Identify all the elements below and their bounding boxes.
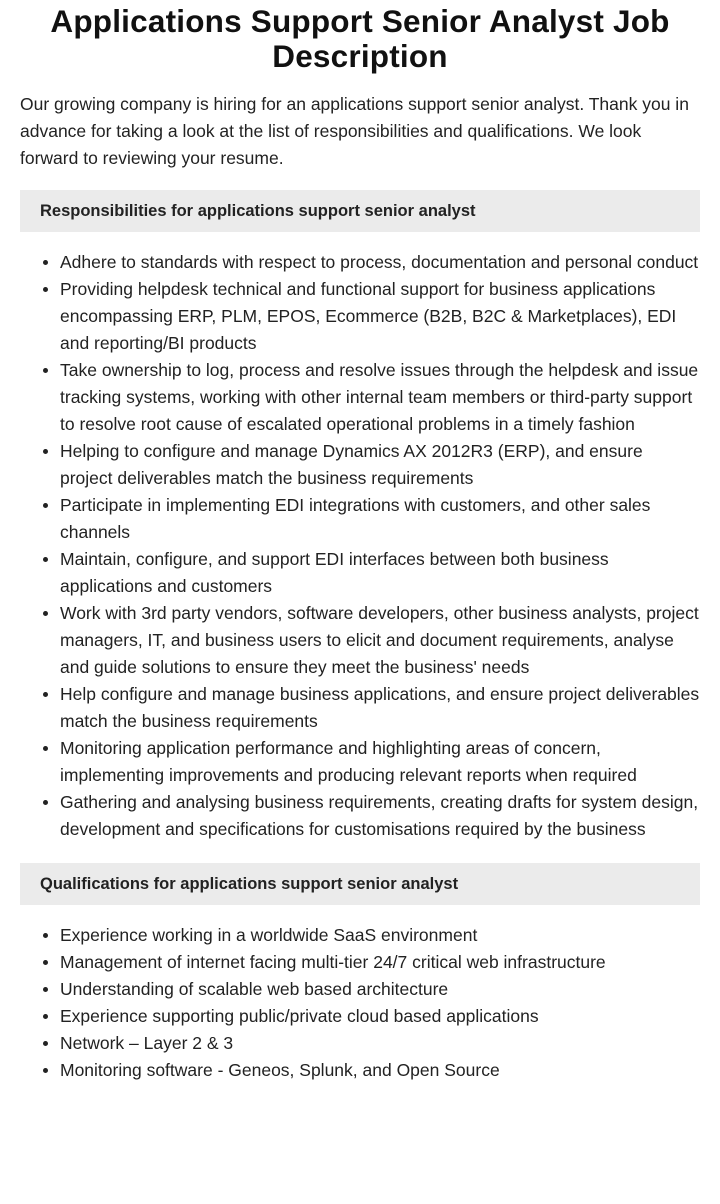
responsibility-text: Maintain, configure, and support EDI interfaces between both business applications and customers	[60, 549, 609, 596]
responsibility-item	[60, 600, 700, 681]
qualification-item	[60, 1030, 700, 1057]
responsibility-text: Help configure and manage business applications, and ensure project deliverables match the business requirements	[60, 684, 700, 731]
bullet-icon	[43, 692, 48, 697]
qualification-text: Experience supporting public/private cloud based applications	[60, 1006, 539, 1026]
responsibility-item	[60, 789, 700, 843]
responsibility-item	[60, 492, 700, 546]
qualification-item	[60, 976, 700, 1003]
bullet-icon	[43, 800, 48, 805]
bullet-icon	[43, 449, 48, 454]
bullet-icon	[43, 1068, 48, 1073]
qualifications-heading: Qualifications for applications support senior analyst	[20, 863, 700, 905]
bullet-icon	[43, 1041, 48, 1046]
responsibility-item	[60, 546, 700, 600]
qualification-text: Understanding of scalable web based architecture	[60, 979, 449, 999]
responsibility-text: Gathering and analysing business requirements, creating drafts for system design, development and specifications for customisations required by the business	[60, 792, 699, 839]
bullet-icon	[43, 260, 48, 265]
responsibility-text: Providing helpdesk technical and functional support for business applications encompassing ERP, PLM, EPOS, Ecommerce (B2B, B2C & Marketplaces), EDI and reporting/BI products	[60, 279, 677, 353]
responsibility-text: Monitoring application performance and highlighting areas of concern, implementing improvements and producing relevant reports when required	[60, 738, 637, 785]
responsibilities-heading: Responsibilities for applications support senior analyst	[20, 190, 700, 232]
bullet-icon	[43, 960, 48, 965]
bullet-icon	[43, 933, 48, 938]
qualification-item	[60, 1057, 700, 1084]
responsibility-text: Helping to configure and manage Dynamics AX 2012R3 (ERP), and ensure project deliverables match the business requirements	[60, 441, 643, 488]
qualification-text: Network – Layer 2 & 3	[60, 1033, 234, 1053]
responsibility-text: Participate in implementing EDI integrations with customers, and other sales channels	[60, 495, 651, 542]
bullet-icon	[43, 368, 48, 373]
qualification-item	[60, 949, 700, 976]
responsibility-item	[60, 438, 700, 492]
responsibility-text: Take ownership to log, process and resolve issues through the helpdesk and issue tracking systems, working with other internal team members or third-party support to resolve root cause of escalated operational problems in a timely fashion	[60, 360, 699, 434]
responsibility-text: Work with 3rd party vendors, software developers, other business analysts, project managers, IT, and business users to elicit and document requirements, analyse and guide solutions to ensure they meet the business' needs	[60, 603, 699, 677]
responsibility-text: Adhere to standards with respect to process, documentation and personal conduct	[60, 252, 699, 272]
intro-paragraph: Our growing company is hiring for an applications support senior analyst. Thank you in advance for taking a look at the list of responsibilities and qualifications. We look forward to reviewing your resume.	[20, 94, 689, 168]
qualification-item	[60, 1003, 700, 1030]
bullet-icon	[43, 287, 48, 292]
responsibility-item	[60, 249, 700, 276]
bullet-icon	[43, 557, 48, 562]
responsibility-item	[60, 357, 700, 438]
bullet-icon	[43, 611, 48, 616]
responsibilities-list	[20, 249, 700, 843]
job-description-page	[0, 4, 720, 1084]
qualification-item	[60, 922, 700, 949]
qualifications-list	[20, 922, 700, 1084]
qualification-text: Management of internet facing multi-tier 24/7 critical web infrastructure	[60, 952, 606, 972]
bullet-icon	[43, 1014, 48, 1019]
bullet-icon	[43, 746, 48, 751]
responsibility-item	[60, 681, 700, 735]
qualification-text: Experience working in a worldwide SaaS environment	[60, 925, 478, 945]
page-title: Applications Support Senior Analyst Job Description	[50, 3, 670, 74]
bullet-icon	[43, 987, 48, 992]
responsibility-item	[60, 735, 700, 789]
responsibility-item	[60, 276, 700, 357]
bullet-icon	[43, 503, 48, 508]
qualification-text: Monitoring software - Geneos, Splunk, and Open Source	[60, 1060, 500, 1080]
